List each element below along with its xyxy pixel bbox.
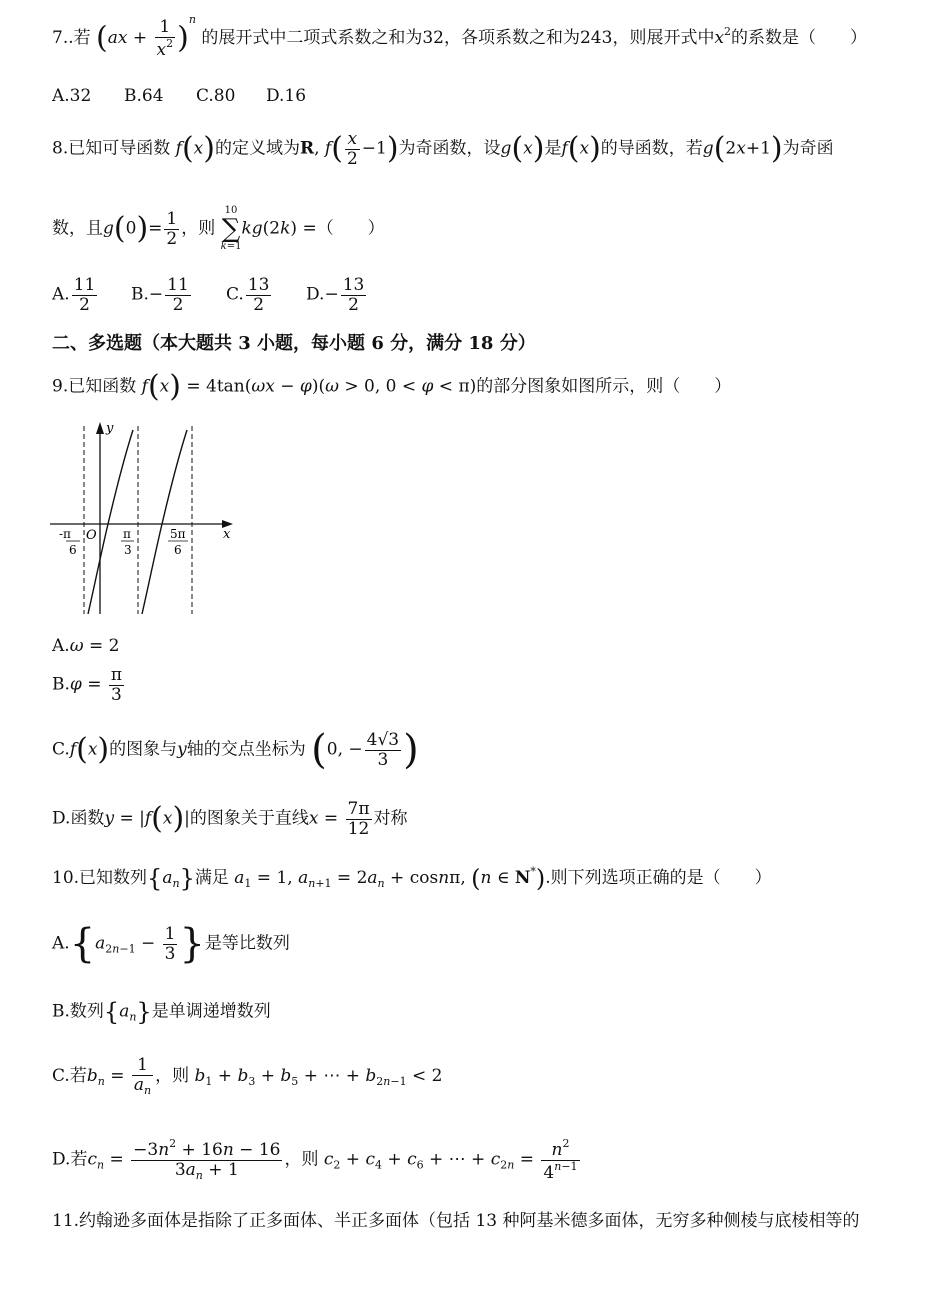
q10-option-c[interactable]: C.若$b_n$ = $\frac{1}{a_n}$ ，则 $b_1 + b_3 + b_5$ + ⋯ + $b_{2n-1} < 2$ bbox=[52, 1055, 443, 1097]
question-8: 8.已知可导函数 f(x)的定义域为R, f( $\frac{x}{2}$ −1)为奇函数，设g(x)是f(x)的导函数，若g(2x+1)为奇函 bbox=[52, 129, 834, 169]
question-11: 11.约翰逊多面体是指除了正多面体、半正多面体（包括 13 种阿基米德多面体，无穷多种侧棱与底棱相等的 bbox=[52, 1211, 860, 1231]
tick-neg-pi: -π bbox=[59, 527, 71, 541]
q8-option-a[interactable]: A. $\frac{11}{2}$ bbox=[52, 275, 96, 315]
tick-six-1: 6 bbox=[69, 543, 77, 557]
question-7: 7..若 (ax + $\frac{1}{x^2}$ )$^n$ 的展开式中二项式系数之和为32，各项系数之和为243，则展开式中$x^2$的系数是（ ） bbox=[52, 13, 868, 60]
q10-option-b[interactable]: B.数列$\{a_n\}$是单调递增数列 bbox=[52, 998, 271, 1026]
tan-branch-1 bbox=[88, 430, 133, 614]
question-9-number: 9. bbox=[52, 376, 69, 397]
tan-branch-2 bbox=[142, 430, 187, 614]
y-axis-arrow bbox=[96, 422, 104, 434]
tan-graph bbox=[48, 418, 248, 618]
tick-three: 3 bbox=[124, 543, 132, 557]
question-9: 9.已知函数 f(x) = 4tan(ωx − φ)(ω > 0, 0 < φ < π)的部分图象如图所示，则（ ） bbox=[52, 369, 732, 404]
question-8-line-2: 数，且g(0)= $\frac{1}{2}$ ，则 10 ∑ k=1 kg(2k) =（ ） bbox=[52, 205, 385, 252]
q8-option-b[interactable]: B.− $\frac{11}{2}$ bbox=[131, 275, 189, 315]
origin-label: O bbox=[86, 528, 97, 543]
tick-six-2: 6 bbox=[174, 543, 182, 557]
q8-option-c[interactable]: C. $\frac{13}{2}$ bbox=[226, 275, 270, 315]
q9-option-d[interactable]: D.函数y = |f(x)|的图象关于直线x = $\frac{7\pi}{12}$ 对称 bbox=[52, 799, 408, 839]
y-axis-label: y bbox=[106, 421, 114, 436]
q7-option-c[interactable]: C.80 bbox=[196, 86, 236, 106]
q10-option-d[interactable]: D.若$c_n$ = $\frac{-3n^2 + 16n - 16}{3a_n + 1}$ ，则 $c_2 + c_4 + c_6$ + ⋯ + $c_{2n}$ = $\frac{n^2}{4^{n-1}}$ bbox=[52, 1137, 578, 1183]
tick-pi: π bbox=[123, 527, 131, 541]
q7-option-a[interactable]: A.32 bbox=[52, 86, 92, 106]
question-7-text: 的展开式中二项式系数之和为32，各项系数之和为243，则展开式中 bbox=[201, 28, 715, 48]
q7-option-d[interactable]: D.16 bbox=[266, 86, 307, 106]
q7-option-b[interactable]: B.64 bbox=[124, 86, 164, 106]
q8-option-d[interactable]: D.− $\frac{13}{2}$ bbox=[306, 275, 365, 315]
question-10-number: 10. bbox=[52, 868, 80, 888]
section-2-heading: 二、多选题（本大题共 3 小题，每小题 6 分，满分 18 分） bbox=[52, 333, 536, 354]
tick-fivepi: 5π bbox=[170, 527, 186, 541]
x-axis-label: x bbox=[223, 527, 231, 542]
question-7-number: 7.. bbox=[52, 28, 74, 48]
q9-option-a[interactable]: A.ω = 2 bbox=[52, 636, 120, 656]
q9-option-c[interactable]: C.f(x)的图象与y轴的交点坐标为 (0, − $\frac{4√3}{3}$ ) bbox=[52, 727, 419, 773]
question-10: 10.已知数列$\{a_n\}$满足 $a_1 = 1$, $a_{n+1} = 2a_n + \cos n\pi$, (n ∈ N*).则下列选项正确的是（ ） bbox=[52, 864, 772, 893]
q9-option-b[interactable]: B.φ = $\frac{\pi}{3}$ bbox=[52, 665, 123, 705]
q10-option-a[interactable]: $A.\{a_{2n-1}$ − $\frac{1}{3}$ }是等比数列 bbox=[52, 921, 290, 967]
question-8-number: 8. bbox=[52, 138, 69, 159]
